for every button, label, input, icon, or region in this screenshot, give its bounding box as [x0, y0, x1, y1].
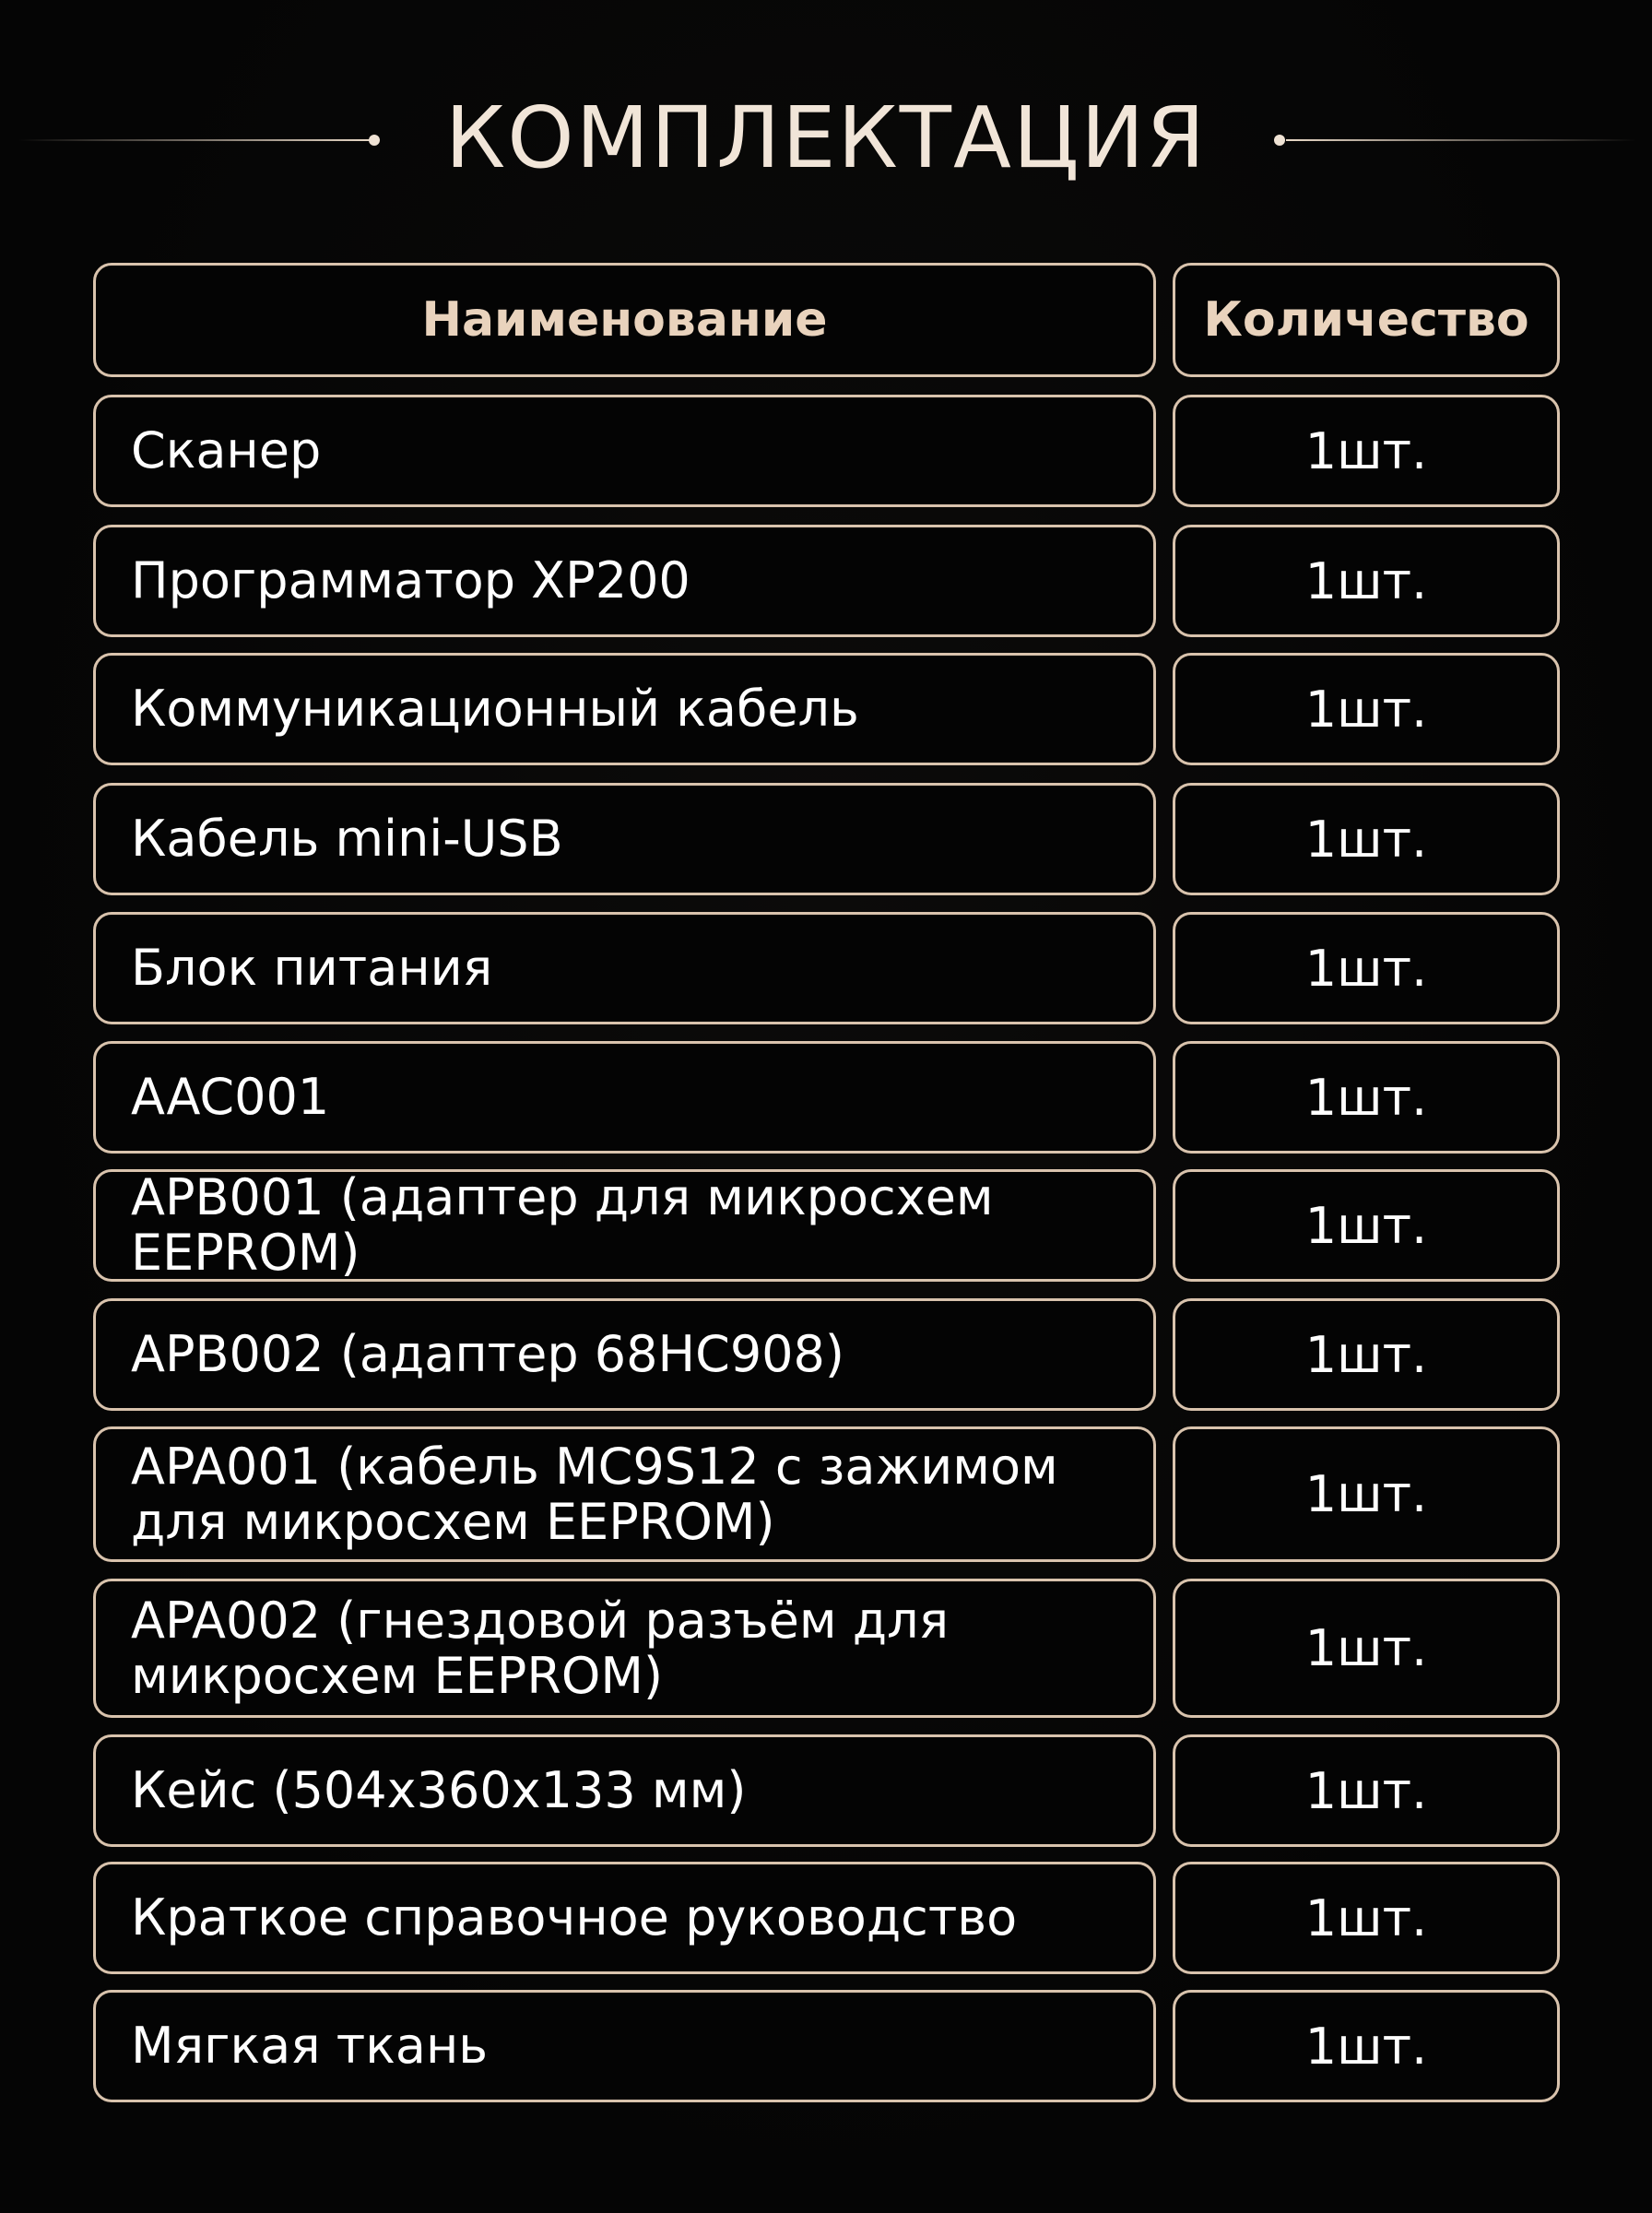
row-quantity: 1шт.: [1173, 1426, 1560, 1562]
row-quantity: 1шт.: [1173, 395, 1560, 507]
row-quantity: 1шт.: [1173, 1169, 1560, 1282]
page-title: КОМПЛЕКТАЦИЯ: [444, 89, 1208, 187]
row-name: Коммуникационный кабель: [93, 653, 1156, 765]
row-name: Блок питания: [93, 912, 1156, 1024]
row-name: Краткое справочное руководство: [93, 1862, 1156, 1974]
row-quantity: 1шт.: [1173, 1990, 1560, 2102]
row-name: APA001 (кабель MC9S12 с зажимом для микросхем EEPROM): [93, 1426, 1156, 1562]
row-quantity: 1шт.: [1173, 653, 1560, 765]
row-quantity: 1шт.: [1173, 525, 1560, 637]
row-name: Программатор XP200: [93, 525, 1156, 637]
row-name: Мягкая ткань: [93, 1990, 1156, 2102]
row-name: APB002 (адаптер 68HC908): [93, 1298, 1156, 1411]
row-quantity: 1шт.: [1173, 912, 1560, 1024]
row-quantity: 1шт.: [1173, 1734, 1560, 1847]
row-name: APA002 (гнездовой разъём для микросхем EEPROM): [93, 1579, 1156, 1718]
row-name: APB001 (адаптер для микросхем EEPROM): [93, 1169, 1156, 1282]
row-name: Сканер: [93, 395, 1156, 507]
row-quantity: 1шт.: [1173, 1298, 1560, 1411]
row-quantity: 1шт.: [1173, 1862, 1560, 1974]
header-name: Наименование: [93, 263, 1156, 377]
header-quantity: Количество: [1173, 263, 1560, 377]
row-name: AAC001: [93, 1041, 1156, 1154]
row-quantity: 1шт.: [1173, 1579, 1560, 1718]
row-quantity: 1шт.: [1173, 783, 1560, 895]
row-name: Кабель mini-USB: [93, 783, 1156, 895]
row-quantity: 1шт.: [1173, 1041, 1560, 1154]
row-name: Кейс (504х360х133 мм): [93, 1734, 1156, 1847]
